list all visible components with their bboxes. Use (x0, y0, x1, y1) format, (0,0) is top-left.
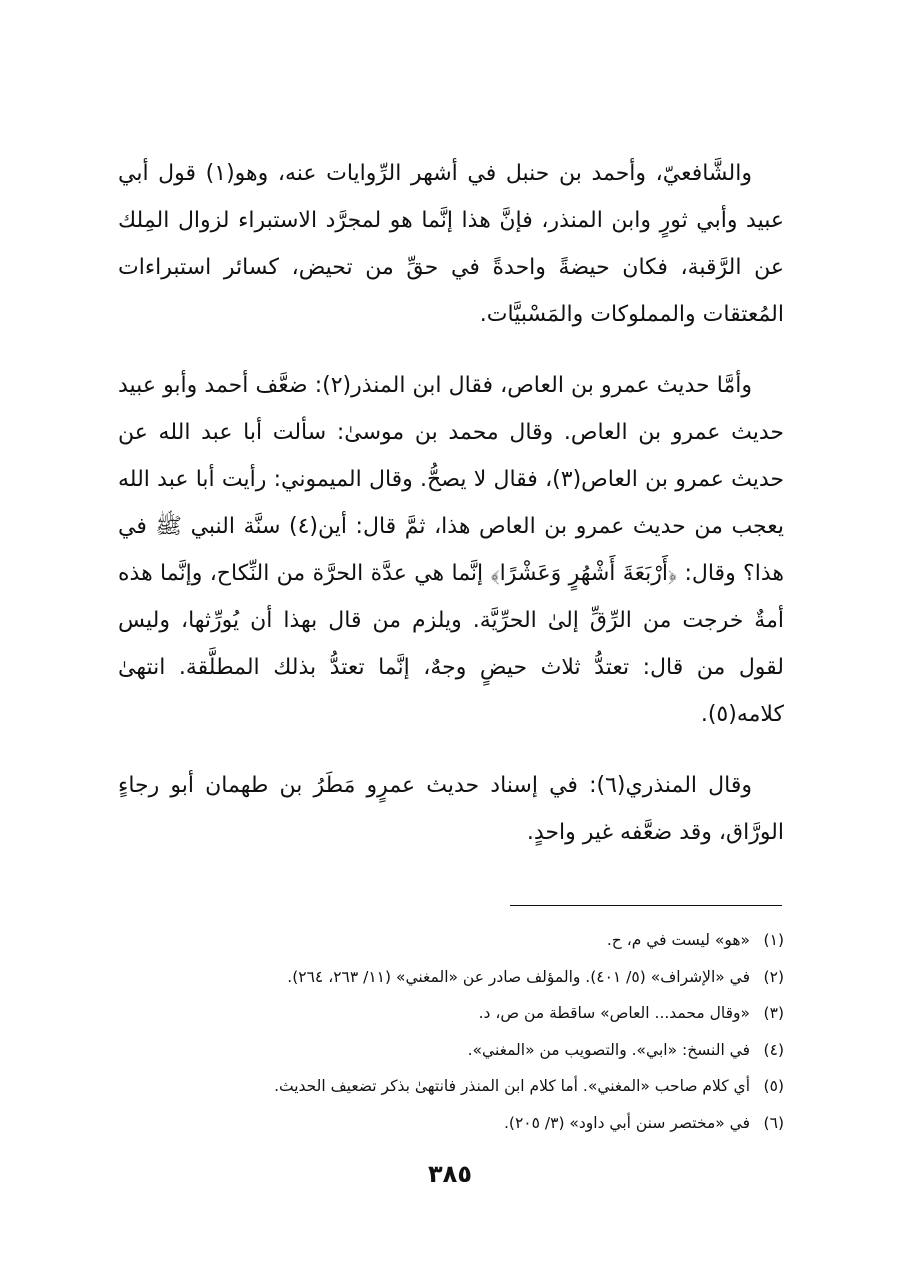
page-number: ٣٨٥ (428, 1160, 472, 1188)
footnote (118, 995, 784, 1032)
footnote-text: «هو» ليست في م، ح. (606, 931, 750, 949)
paragraph: وأمَّا حديث عمرو بن العاص، فقال ابن المنذر(٢): ضعَّف أحمد وأبو عبيد حديث عمرو بن العاص. وقال محمد بن موسىٰ: سألت أبا عبد الله عن حديث عمرو بن العاص(٣)، فقال لا يصحُّ. وقال الميموني: رأيت أبا عبد الله يعجب من حديث عمرو بن العاص هذا، ثمَّ قال: أين(٤) سنَّة النبي ﷺ في هذا؟ وقال: ﴿أَرْبَعَةَ أَشْهُرٍ وَعَشْرًا﴾ إنَّما هي عدَّة الحرَّة من النِّكاح، وإنَّما هذه أمةٌ خرجت من الرِّقِّ إلىٰ الحرِّيَّة. ويلزم من قال بهذا أن يُورِّثها، وليس لقول من قال: تعتدُّ ثلاث حيضٍ وجهٌ، إنَّما تعتدُّ بذلك المطلَّقة. انتهىٰ كلامه(٥). (118, 373, 784, 727)
footnote (118, 1068, 784, 1105)
main-text (118, 150, 784, 880)
footnote-number: (٦) (763, 1113, 784, 1132)
footnote-text: في «الإشراف» (٥/ ٤٠١). والمؤلف صادر عن «المغني» (١١/ ٢٦٣، ٢٦٤). (287, 967, 750, 986)
footnote-number: (١) (763, 931, 784, 949)
paragraph: والشَّافعيّ، وأحمد بن حنبل في أشهر الرِّوايات عنه، وهو(١) قول أبي عبيد وأبي ثورٍ وابن المنذر، فإنَّ هذا إنَّما هو لمجرَّد الاستبراء لزوال المِلك عن الرَّقبة، فكان حيضةً واحدةً في حقِّ من تحيض، كسائر استبراءات المُعتقات والمملوكات والمَسْبيَّات. (118, 161, 784, 327)
footnote (118, 1105, 784, 1142)
footnote-text: «وقال محمد... العاص» ساقطة من ص، د. (478, 1004, 750, 1022)
footnote-text: أي كلام صاحب «المغني». أما كلام ابن المنذر فانتهىٰ بذكر تضعيف الحديث. (274, 1077, 750, 1095)
footnote-number: (٤) (763, 1040, 784, 1059)
footnote (118, 1032, 784, 1069)
footnote (118, 922, 784, 959)
footnote (118, 959, 784, 996)
footnotes-list (118, 922, 784, 1141)
footnote-divider (510, 905, 782, 906)
footnote-text: في النسخ: «ابي». والتصويب من «المغني». (467, 1040, 750, 1059)
footnote-number: (٢) (763, 967, 784, 986)
footnote-number: (٥) (763, 1077, 784, 1095)
footnote-text: في «مختصر سنن أبي داود» (٣/ ٢٠٥). (503, 1113, 750, 1132)
paragraph: وقال المنذري(٦): في إسناد حديث عمرٍو مَطَرُ بن طهمان أبو رجاءٍ الورَّاق، وقد ضعَّفه غير واحدٍ. (118, 773, 784, 845)
footnote-number: (٣) (763, 1004, 784, 1022)
